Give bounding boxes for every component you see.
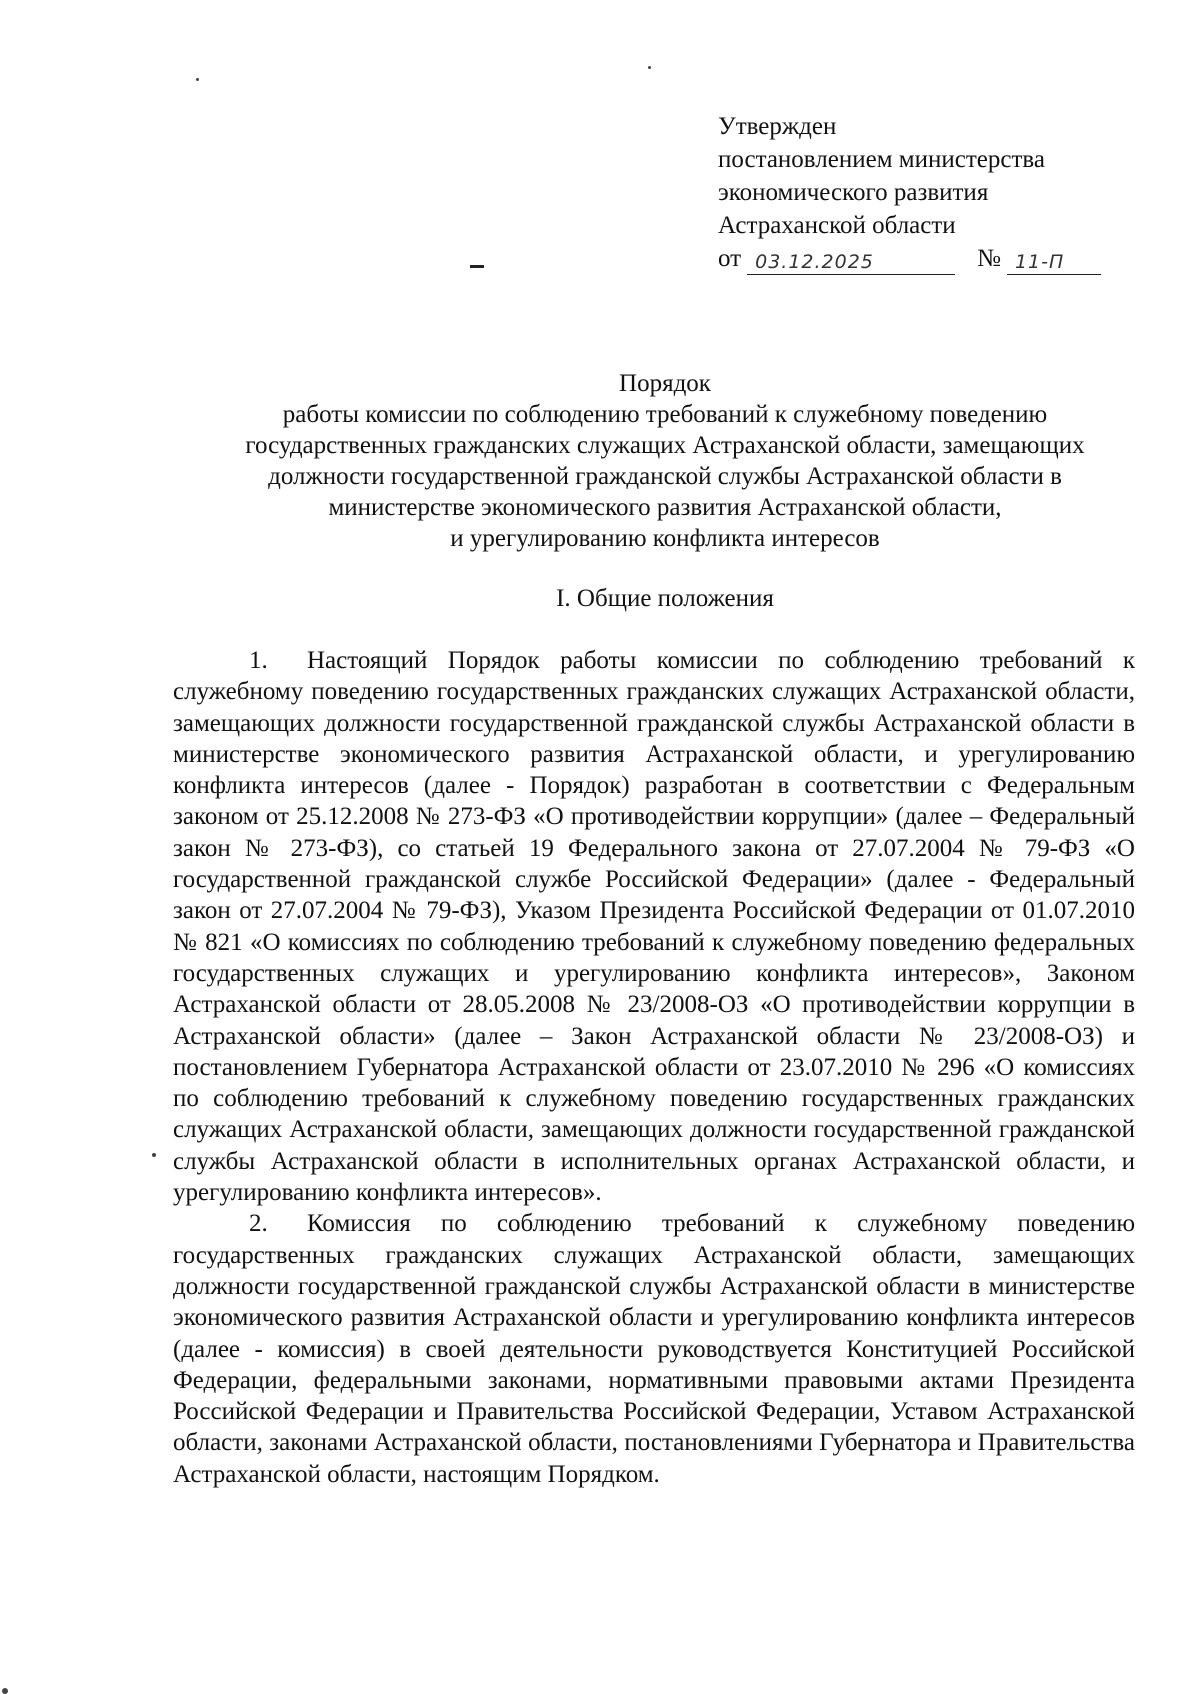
approval-line: экономического развития — [718, 179, 989, 206]
date-prefix: от — [718, 245, 742, 272]
title-line: министерстве экономического развития Астраханской области, — [328, 494, 1002, 521]
handwritten-date: 03.12.2025 — [747, 250, 955, 275]
scan-mark — [470, 265, 484, 268]
approval-line: Астраханской области — [718, 212, 956, 239]
number-prefix: № — [977, 245, 1001, 272]
scan-speck — [2, 1688, 8, 1694]
document-title — [150, 368, 1180, 554]
section-heading: I. Общие положения — [556, 585, 774, 612]
title-line: государственных гражданских служащих Астраханской области, замещающих — [245, 432, 1085, 459]
paragraph-number: 1. — [249, 647, 268, 674]
scan-speck — [648, 66, 651, 69]
paragraph-number: 2. — [249, 1210, 268, 1238]
title-line: Порядок — [619, 370, 711, 397]
approval-line: Утвержден — [718, 113, 837, 140]
approval-stamp-block — [718, 110, 1138, 275]
document-body — [173, 645, 1135, 1490]
title-line: должности государственной гражданской службы Астраханской области в — [268, 463, 1062, 490]
paragraph — [173, 1208, 1135, 1490]
approval-date-number-line — [718, 242, 1138, 275]
scan-speck — [152, 1153, 156, 1157]
handwritten-number: 11-П — [1007, 250, 1101, 275]
paragraph — [173, 645, 1135, 1208]
title-line: и урегулированию конфликта интересов — [450, 525, 880, 552]
paragraph-text: Настоящий Порядок работы комиссии по соблюдению требований к служебному поведению государственных гражданских служащих Астраханской области, замещающих должности государственной гражданской службы Астраханской области в министерстве экономического развития Астраханской области, и урегулированию конфликта интересов (далее - Порядок) разработан в соответствии с Федеральным законом от 25.12.2008 № 273-ФЗ «О противодействии коррупции» (далее – Федеральный закон № 273-ФЗ), со статьей 19 Федерального закона от 27.07.2004 № 79-ФЗ «О государственной гражданской службе Российской Федерации» (далее - Федеральный закон от 27.07.2004 № 79-ФЗ), Указом Президента Российской Федерации от 01.07.2010 № 821 «О комиссиях по соблюдению требований к служебному поведению федеральных государственных служащих и урегулированию конфликта интересов», Законом Астраханской области от 28.05.2008 № 23/2008-ОЗ «О противодействии коррупции в Астраханской области» (далее – Закон Астраханской области № 23/2008-ОЗ) и постановлением Губернатора Астраханской области от 23.07.2010 № 296 «О комиссиях по соблюдению требований к служебному поведению государственных гражданских служащих Астраханской области, замещающих должности государственной гражданской службы Астраханской области в исполнительных органах Астраханской области, и урегулированию конфликта интересов». — [173, 647, 1135, 1207]
approval-line: постановлением министерства — [718, 146, 1045, 173]
scan-speck — [196, 78, 199, 81]
paragraph-text: Комиссия по соблюдению требований к служебному поведению государственных гражданских служащих Астраханской области, замещающих должности государственной гражданской службы Астраханской области в министерстве экономического развития Астраханской области и урегулированию конфликта интересов (далее - комиссия) в своей деятельности руководствуется Конституцией Российской Федерации, федеральными законами, нормативными правовыми актами Президента Российской Федерации и Правительства Российской Федерации, Уставом Астраханской области, законами Астраханской области, постановлениями Губернатора и Правительства Астраханской области, настоящим Порядком. — [173, 1210, 1135, 1488]
title-line: работы комиссии по соблюдению требований к служебному поведению — [282, 401, 1048, 428]
